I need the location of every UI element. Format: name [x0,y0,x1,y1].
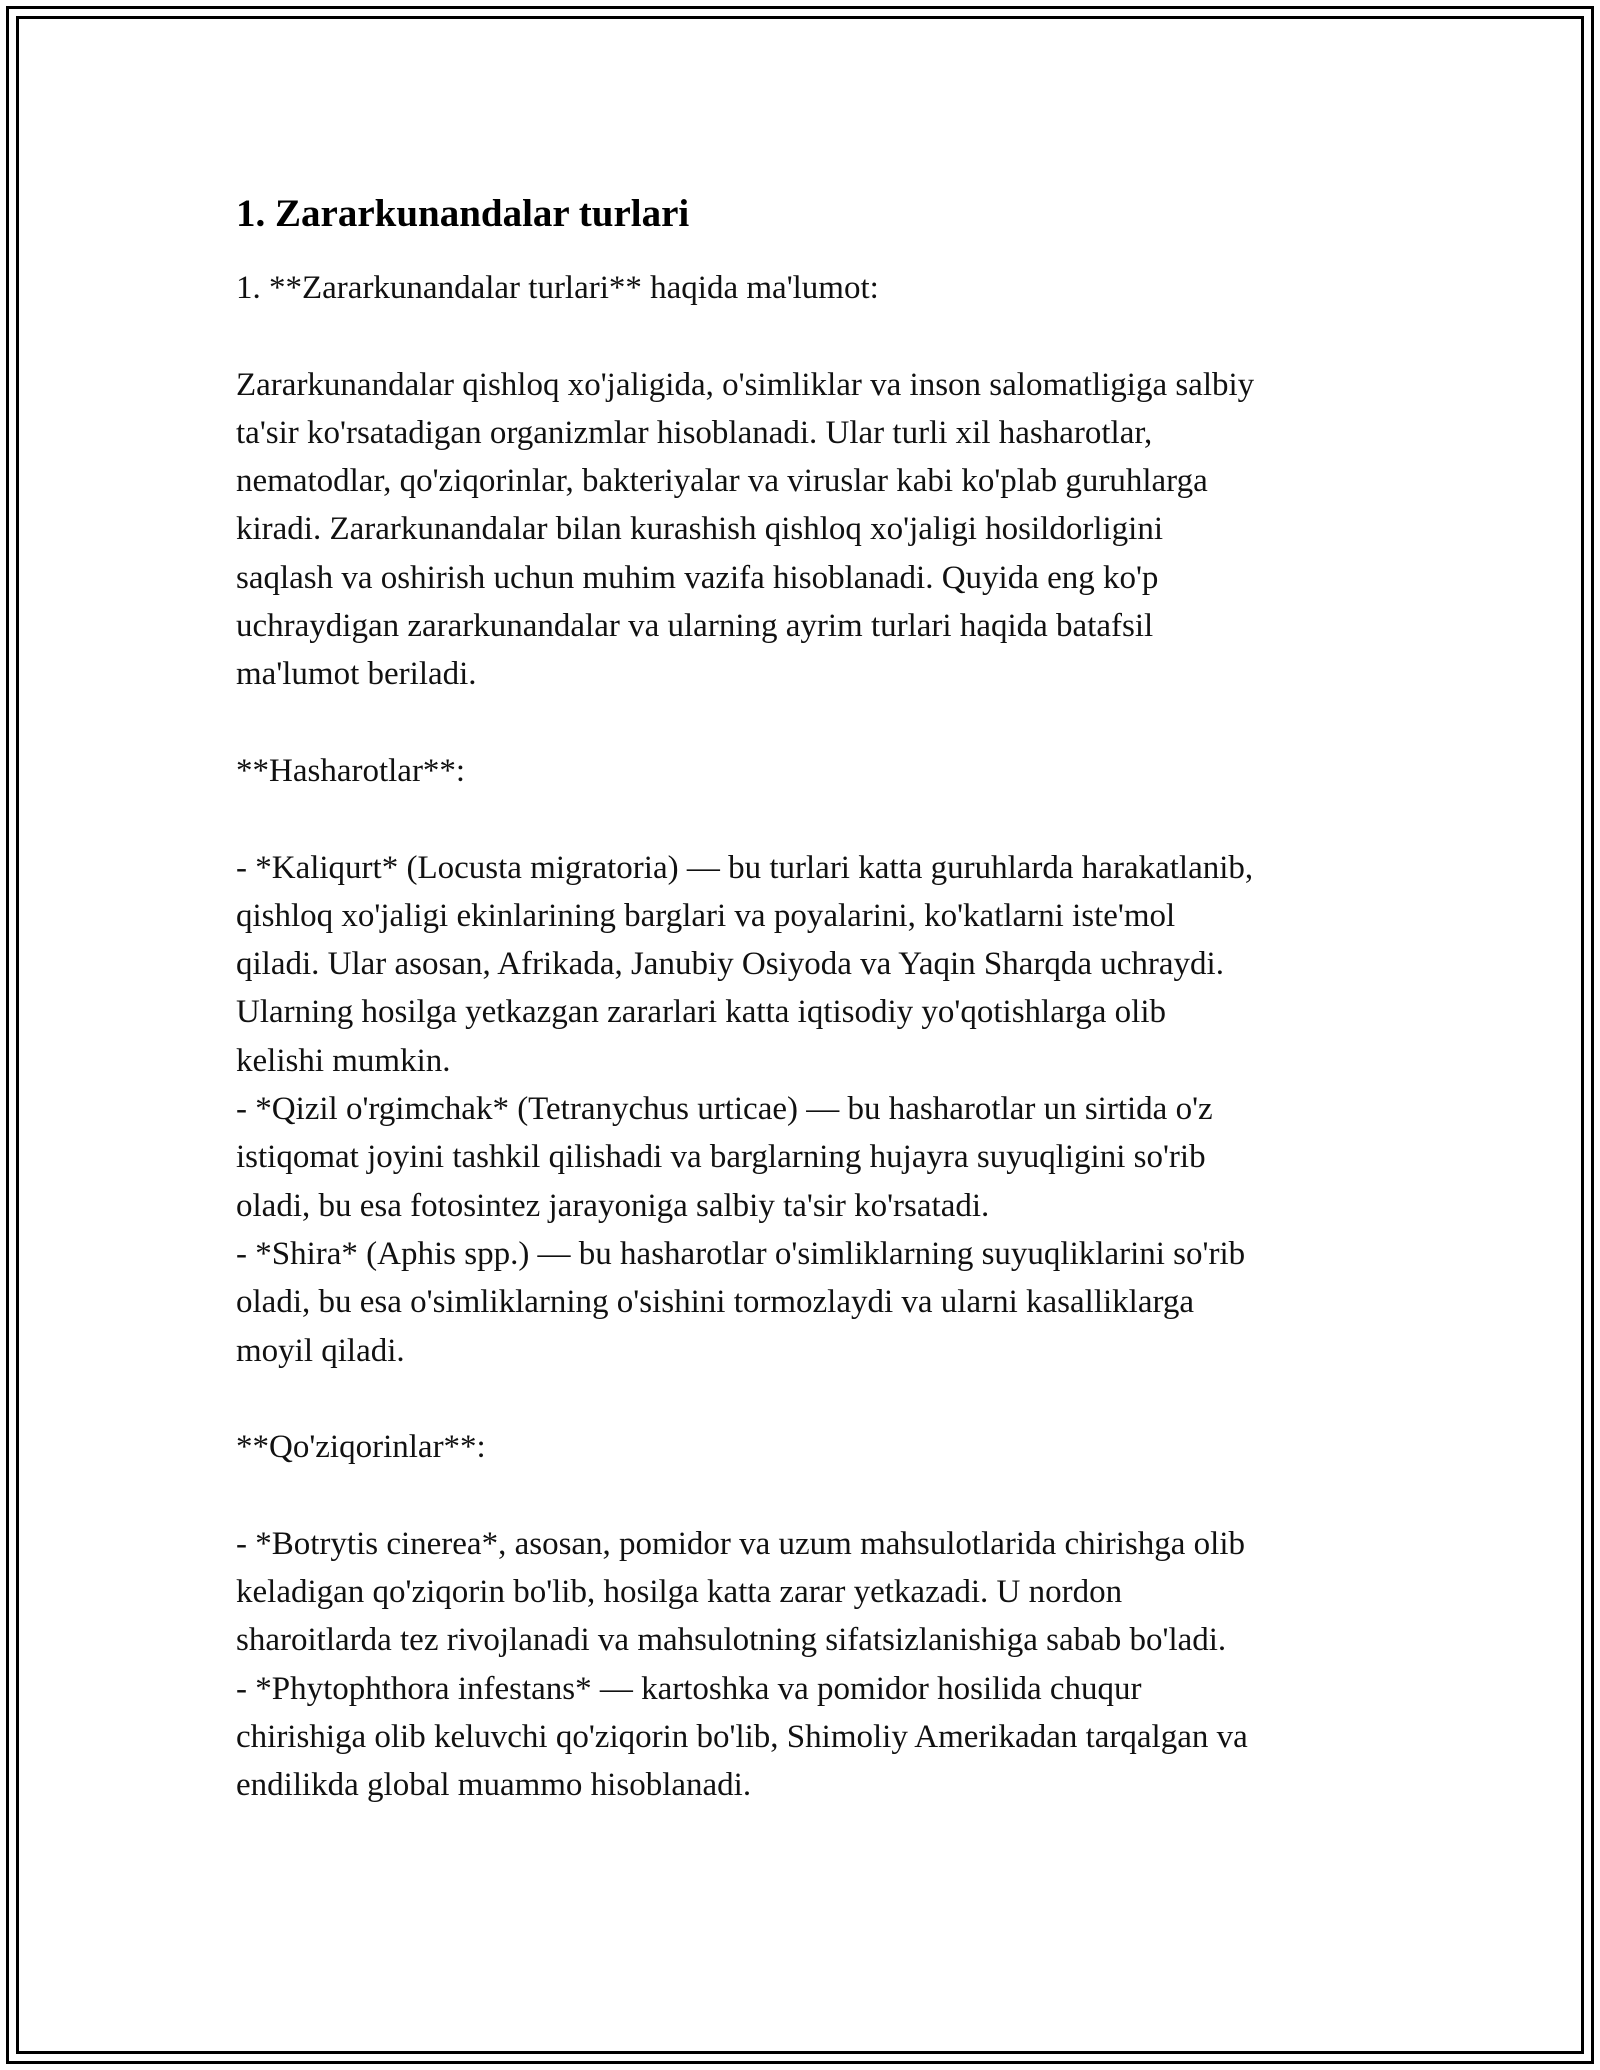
spacer [236,1471,1366,1519]
list-item-botrytis [236,1520,1366,1665]
text-line: Ularning hosilga yetkazgan zararlari katta iqtisodiy yo'qotishlarga olib [236,994,1166,1031]
text-line: chirishiga olib keluvchi qo'ziqorin bo'lib, Shimoliy Amerikadan tarqalgan va [236,1718,1248,1755]
text-line: ma'lumot beriladi. [236,656,477,693]
text-line: kiradi. Zararkunandalar bilan kurashish qishloq xo'jaligi hosildorligini [236,511,1164,548]
spacer [236,795,1366,843]
text-line: - *Botrytis cinerea*, asosan, pomidor va uzum mahsulotlarida chirishga olib [236,1525,1246,1562]
text-line: - *Phytophthora infestans* — kartoshka va pomidor hosilida chuqur [236,1670,1142,1707]
section-heading: 1. Zararkunandalar turlari [236,192,690,235]
text-line: Zararkunandalar qishloq xo'jaligida, o'simliklar va inson salomatligiga salbiy [236,366,1255,403]
text-line: - *Kaliqurt* (Locusta migratoria) — bu turlari katta guruhlarda harakatlanib, [236,849,1254,886]
text-line: saqlash va oshirish uchun muhim vazifa hisoblanadi. Quyida eng ko'p [236,559,1159,596]
insects-list [236,844,1366,1375]
spacer [236,1375,1366,1423]
text-line: keladigan qo'ziqorin bo'lib, hosilga katta zarar yetkazadi. U nordon [236,1574,1123,1611]
text-line: oladi, bu esa fotosintez jarayoniga salbiy ta'sir ko'rsatadi. [236,1187,990,1224]
text-line: endilikda global muammo hisoblanadi. [236,1767,752,1804]
text-line: nematodlar, qo'ziqorinlar, bakteriyalar va viruslar kabi ko'plab guruhlarga [236,463,1208,500]
text-line: oladi, bu esa o'simliklarning o'sishini tormozlaydi va ularni kasalliklarga [236,1284,1195,1321]
list-item-kaliqurt [236,844,1366,1085]
text-line: qishloq xo'jaligi ekinlarining barglari va poyalarini, ko'katlarni iste'mol [236,897,1176,934]
list-item-shira [236,1230,1366,1375]
spacer [236,312,1366,360]
fungi-list [236,1520,1366,1810]
text-line: uchraydigan zararkunandalar va ularning ayrim turlari haqida batafsil [236,608,1154,645]
list-item-phytophthora [236,1665,1366,1810]
text-line: kelishi mumkin. [236,1042,451,1079]
text-line: istiqomat joyini tashkil qilishadi va barglarning hujayra suyuqligini so'rib [236,1139,1206,1176]
text-line: sharoitlarda tez rivojlanadi va mahsulotning sifatsizlanishiga sabab bo'ladi. [236,1622,1227,1659]
list-item-qizil-orgimchak [236,1085,1366,1230]
document-body [236,188,1366,1810]
text-line: qiladi. Ular asosan, Afrikada, Janubiy Osiyoda va Yaqin Sharqda uchraydi. [236,946,1224,983]
fungi-heading: **Qo'ziqorinlar**: [236,1429,486,1466]
spacer [236,699,1366,747]
text-line: ta'sir ko'rsatadigan organizmlar hisoblanadi. Ular turli xil hasharotlar, [236,414,1153,451]
text-line: - *Shira* (Aphis spp.) — bu hasharotlar o'simliklarning suyuqliklarini so'rib [236,1235,1246,1272]
intro-line: 1. **Zararkunandalar turlari** haqida ma'lumot: [236,270,879,306]
intro-paragraph [236,361,1366,699]
text-line: moyil qiladi. [236,1332,405,1369]
insects-heading: **Hasharotlar**: [236,752,466,789]
text-line: - *Qizil o'rgimchak* (Tetranychus urticae) — bu hasharotlar un sirtida o'z [236,1091,1213,1128]
